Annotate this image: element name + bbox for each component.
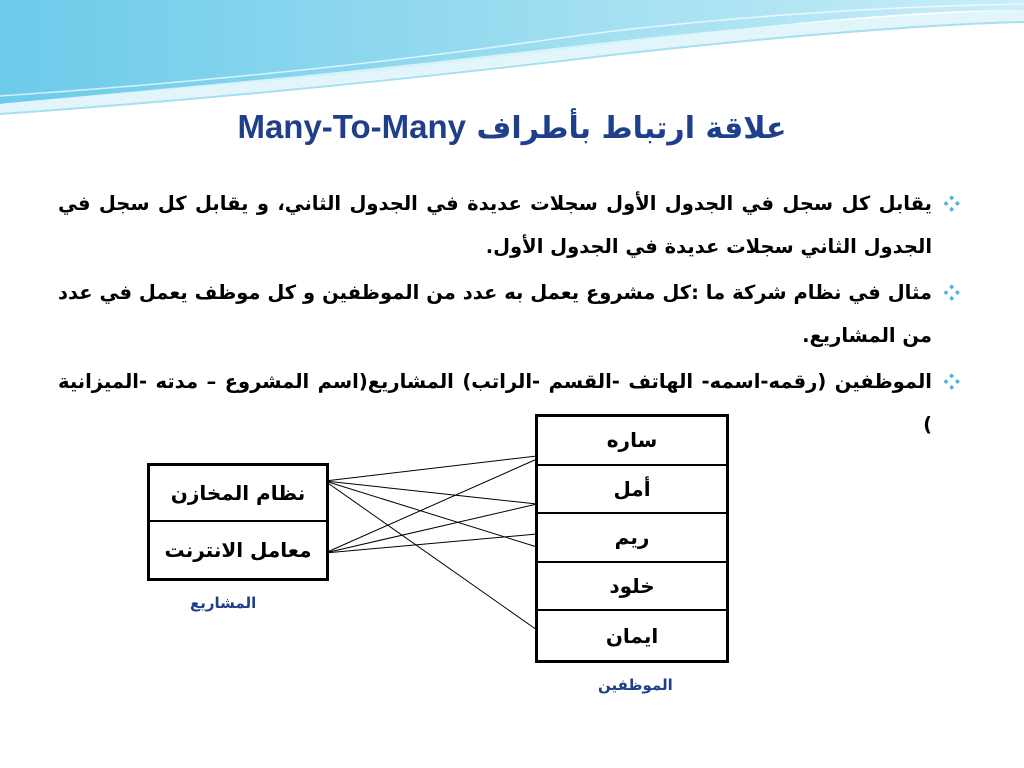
employee-row: أمل [538, 466, 726, 515]
diamond-dots-bullet-icon [943, 373, 960, 390]
connector-line [325, 481, 537, 504]
employee-row: خلود [538, 563, 726, 612]
diamond-dots-bullet-icon [943, 195, 960, 212]
project-row: نظام المخازن [150, 466, 326, 522]
slide-title [0, 108, 1024, 146]
bullet-item [58, 271, 966, 357]
employees-caption: الموظفين [598, 676, 673, 694]
connector-line [325, 504, 537, 553]
employee-row: ايمان [605, 623, 659, 648]
bullet-item [58, 360, 966, 446]
projects-caption: المشاريع [190, 594, 257, 612]
bullet-text: الموظفين (رقمه-اسمه- الهاتف -القسم -الراتب) المشاريع(اسم المشروع – مدته -الميزانية ) [58, 370, 932, 436]
bullet-item [58, 182, 966, 268]
title-english: Many-To-Many [237, 108, 467, 145]
diamond-dots-bullet-icon [943, 284, 960, 301]
employee-row: ريم [538, 514, 726, 563]
connector-line [325, 456, 537, 481]
header-wave-decoration [0, 0, 1024, 120]
title-arabic: علاقة ارتباط بأطراف [476, 111, 787, 146]
bullet-text: مثال في نظام شركة ما :كل مشروع يعمل به عدد من الموظفين و كل موظف يعمل في عدد من المشاريع. [58, 281, 932, 347]
connector-line [325, 481, 537, 547]
connector-line [325, 459, 537, 553]
projects-table [147, 463, 329, 581]
bullet-list [58, 182, 966, 449]
employee-row: ساره [538, 417, 726, 466]
project-row: معامل الانترنت [164, 538, 312, 562]
employees-table [535, 414, 729, 663]
connector-line [325, 534, 537, 553]
connector-line [325, 481, 537, 630]
bullet-text: يقابل كل سجل في الجدول الأول سجلات عديدة في الجدول الثاني، و يقابل كل سجل في الجدول الثاني سجلات عديدة في الجدول الأول. [58, 192, 932, 258]
